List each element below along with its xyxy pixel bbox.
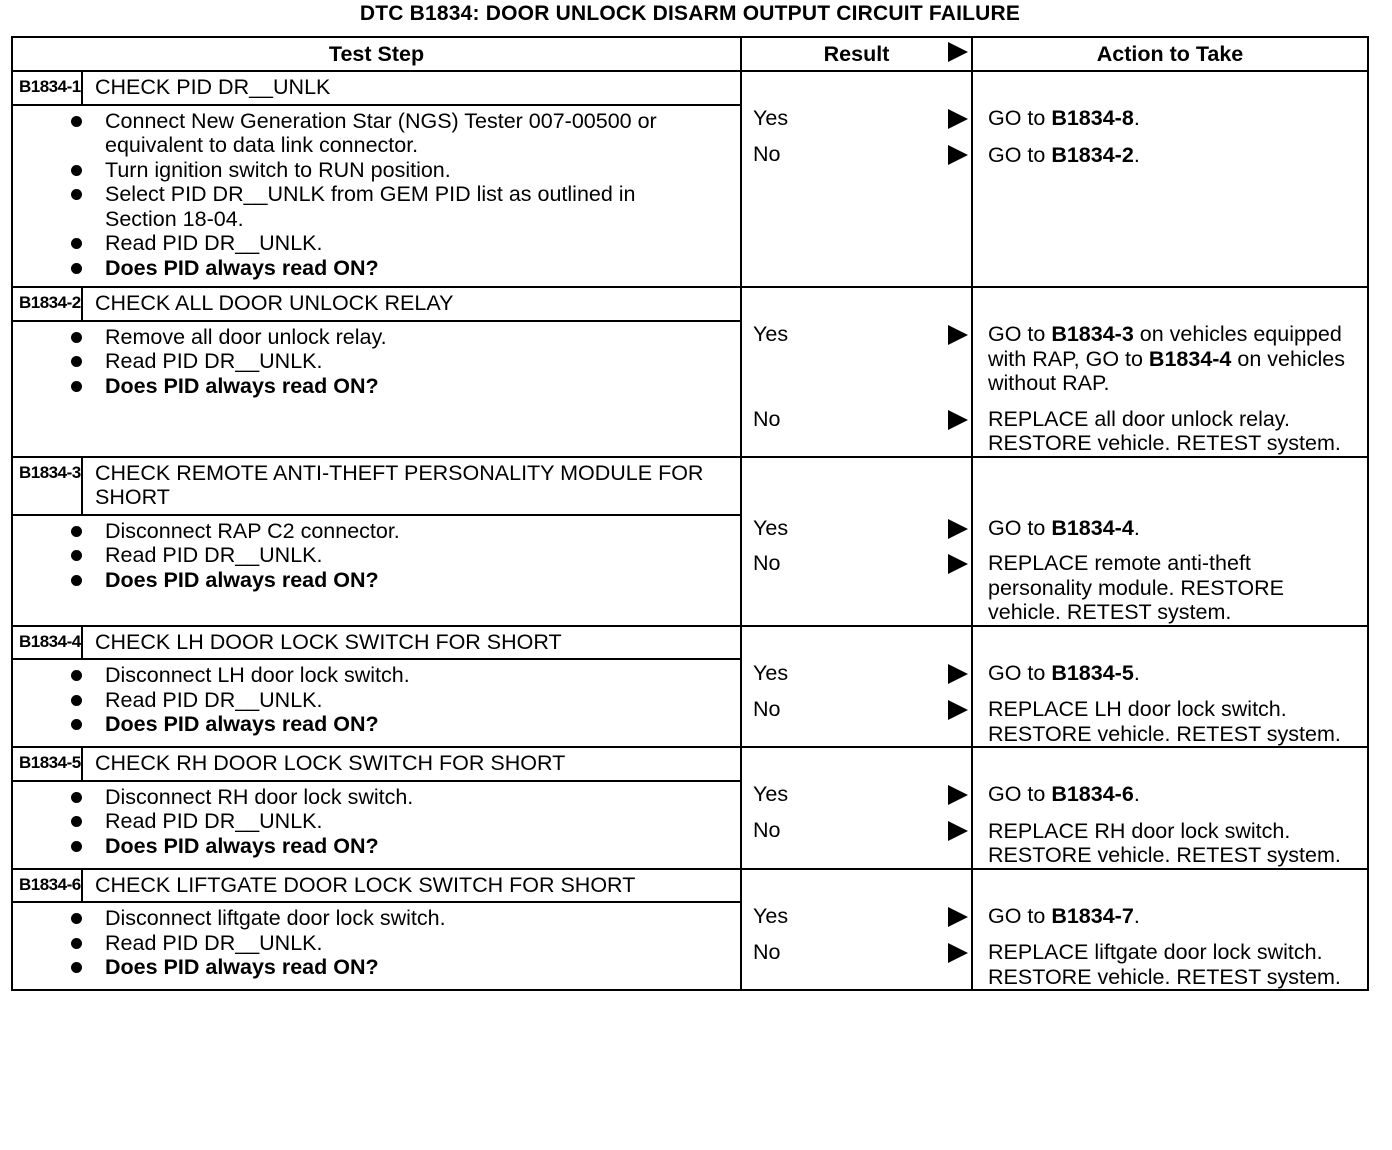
action-text: GO to	[988, 515, 1052, 540]
step-reference: B1834-6	[1051, 782, 1134, 806]
step-bullet: Remove all door unlock relay.	[105, 325, 710, 350]
result-cell	[741, 457, 972, 626]
result-label: No	[753, 142, 781, 166]
action-line	[988, 697, 1359, 746]
action-text: REPLACE liftgate door lock switch. RESTORE vehicle. RETEST system.	[988, 940, 1341, 989]
action-text: .	[1133, 515, 1140, 540]
step-bullet: Turn ignition switch to RUN position.	[105, 158, 710, 183]
action-text: .	[1133, 903, 1140, 928]
table-row	[12, 457, 1368, 626]
result-line	[742, 661, 971, 686]
action-line	[988, 407, 1359, 456]
step-title: CHECK ALL DOOR UNLOCK RELAY	[95, 291, 454, 315]
action-line	[988, 551, 1359, 625]
step-id: B1834-2	[13, 288, 83, 320]
test-step-cell	[12, 747, 741, 869]
action-text: REPLACE remote anti-theft personality module. RESTORE vehicle. RETEST system.	[988, 551, 1284, 624]
test-step-cell	[12, 626, 741, 748]
step-bullet: Read PID DR__UNLK.	[105, 231, 710, 256]
step-header	[13, 748, 740, 782]
result-line	[742, 782, 971, 807]
action-text: REPLACE all door unlock relay. RESTORE vehicle. RETEST system.	[988, 406, 1341, 455]
result-label: Yes	[753, 322, 789, 346]
result-label: No	[753, 939, 781, 964]
header-test-step: Test Step	[12, 37, 741, 71]
action-line	[988, 106, 1359, 131]
page-title: DTC B1834: DOOR UNLOCK DISARM OUTPUT CIRCUIT FAILURE	[359, 2, 1021, 25]
step-header	[13, 627, 740, 661]
step-reference: B1834-2	[1051, 142, 1134, 167]
result-cell	[741, 71, 972, 287]
action-text: GO to	[988, 782, 1052, 806]
action-text: GO to	[988, 106, 1052, 130]
step-bullets	[13, 322, 740, 405]
step-reference: B1834-5	[1051, 660, 1134, 685]
step-bullets	[13, 660, 740, 743]
action-text: GO to	[988, 903, 1052, 928]
result-label: Yes	[753, 106, 789, 130]
step-reference: B1834-3	[1051, 322, 1134, 346]
action-line	[988, 904, 1359, 929]
arrow-right-icon	[947, 663, 969, 685]
step-bullet: Disconnect liftgate door lock switch.	[105, 906, 710, 931]
action-text: on vehicles without RAP.	[988, 346, 1345, 395]
result-label: No	[753, 407, 781, 431]
result-label: No	[753, 550, 781, 575]
result-line	[742, 904, 971, 929]
step-reference: B1834-4	[1148, 346, 1232, 371]
action-cell	[972, 747, 1368, 869]
arrow-right-icon	[947, 409, 969, 431]
step-title: CHECK LH DOOR LOCK SWITCH FOR SHORT	[95, 629, 562, 654]
action-line	[988, 322, 1359, 396]
action-text: .	[1133, 660, 1140, 685]
table-row	[12, 626, 1368, 748]
action-line	[988, 819, 1359, 868]
step-bullet: Does PID always read ON?	[105, 256, 710, 281]
arrow-right-icon	[947, 699, 969, 721]
arrow-right-icon	[947, 553, 969, 575]
step-reference: B1834-8	[1051, 106, 1134, 130]
step-title: CHECK REMOTE ANTI-THEFT PERSONALITY MODULE FOR SHORT	[95, 460, 704, 509]
step-bullet: Read PID DR__UNLK.	[105, 349, 710, 374]
action-cell	[972, 626, 1368, 748]
result-line	[742, 142, 971, 167]
result-line	[742, 516, 971, 541]
action-line	[988, 516, 1359, 541]
result-label: Yes	[753, 782, 789, 806]
step-bullet: Select PID DR__UNLK from GEM PID list as outlined in Section 18-04.	[105, 182, 710, 231]
header-action: Action to Take	[972, 37, 1368, 71]
result-cell	[741, 869, 972, 991]
step-title: CHECK PID DR__UNLK	[95, 75, 331, 99]
result-cell	[741, 287, 972, 457]
result-label: No	[753, 696, 781, 721]
result-line	[742, 407, 971, 432]
table-header-row	[12, 37, 1368, 71]
result-line	[742, 818, 971, 843]
arrow-right-icon	[947, 324, 969, 346]
step-header	[13, 72, 740, 106]
arrow-right-icon	[947, 784, 969, 806]
result-line	[742, 322, 971, 347]
step-reference: B1834-7	[1051, 903, 1134, 928]
step-bullet: Read PID DR__UNLK.	[105, 931, 710, 956]
action-text: .	[1133, 142, 1140, 167]
step-id: B1834-6	[13, 870, 83, 902]
result-label: Yes	[753, 903, 789, 928]
action-text: .	[1133, 106, 1140, 130]
step-header	[13, 288, 740, 322]
step-bullets	[13, 516, 740, 599]
step-bullet: Does PID always read ON?	[105, 955, 710, 980]
step-id: B1834-3	[13, 458, 83, 514]
step-bullet: Does PID always read ON?	[105, 712, 710, 737]
action-cell	[972, 457, 1368, 626]
step-bullets	[13, 903, 740, 986]
table-row	[12, 71, 1368, 287]
step-bullet: Does PID always read ON?	[105, 834, 710, 859]
action-cell	[972, 869, 1368, 991]
step-bullets	[13, 106, 740, 287]
step-id: B1834-4	[13, 627, 83, 659]
result-label: Yes	[753, 660, 789, 685]
action-text: REPLACE LH door lock switch. RESTORE vehicle. RETEST system.	[988, 697, 1341, 746]
table-row	[12, 869, 1368, 991]
arrow-right-icon	[947, 144, 969, 166]
action-line	[988, 782, 1359, 807]
arrow-right-icon	[947, 906, 969, 928]
test-step-cell	[12, 869, 741, 991]
arrow-right-icon	[947, 942, 969, 964]
step-bullet: Disconnect RAP C2 connector.	[105, 519, 710, 544]
result-line	[742, 551, 971, 576]
action-text: GO to	[988, 142, 1052, 167]
step-title: CHECK RH DOOR LOCK SWITCH FOR SHORT	[95, 751, 566, 775]
header-result	[741, 37, 972, 71]
table-row	[12, 747, 1368, 869]
step-bullet: Read PID DR__UNLK.	[105, 543, 710, 568]
result-cell	[741, 747, 972, 869]
test-step-cell	[12, 457, 741, 626]
action-line	[988, 143, 1359, 168]
action-text: .	[1133, 782, 1140, 806]
step-id: B1834-5	[13, 748, 83, 780]
result-line	[742, 697, 971, 722]
result-line	[742, 940, 971, 965]
diagnostic-table	[11, 36, 1369, 991]
step-bullet: Disconnect LH door lock switch.	[105, 663, 710, 688]
arrow-right-icon	[947, 518, 969, 540]
header-result-label: Result	[823, 41, 890, 66]
step-bullet: Read PID DR__UNLK.	[105, 688, 710, 713]
step-bullet: Read PID DR__UNLK.	[105, 809, 710, 834]
step-header	[13, 458, 740, 516]
action-line	[988, 940, 1359, 989]
result-line	[742, 106, 971, 131]
result-cell	[741, 626, 972, 748]
step-bullet: Connect New Generation Star (NGS) Tester 007-00500 or equivalent to data link connector.	[105, 109, 710, 158]
step-bullet: Does PID always read ON?	[105, 374, 710, 399]
step-bullet: Disconnect RH door lock switch.	[105, 785, 710, 810]
step-reference: B1834-4	[1051, 515, 1134, 540]
step-bullets	[13, 782, 740, 865]
table-row	[12, 287, 1368, 457]
arrow-right-icon	[947, 108, 969, 130]
result-label: No	[753, 818, 781, 842]
action-cell	[972, 71, 1368, 287]
step-bullet: Does PID always read ON?	[105, 568, 710, 593]
action-text: on vehicles equipped with RAP, GO to	[988, 322, 1342, 371]
step-header	[13, 870, 740, 904]
test-step-cell	[12, 71, 741, 287]
result-label: Yes	[753, 515, 789, 540]
arrow-right-icon	[947, 41, 969, 63]
action-text: GO to	[988, 660, 1052, 685]
arrow-right-icon	[947, 820, 969, 842]
action-text: GO to	[988, 322, 1052, 346]
action-text: REPLACE RH door lock switch. RESTORE vehicle. RETEST system.	[988, 818, 1341, 867]
action-line	[988, 661, 1359, 686]
step-id: B1834-1	[13, 72, 83, 104]
step-title: CHECK LIFTGATE DOOR LOCK SWITCH FOR SHORT	[95, 872, 636, 897]
test-step-cell	[12, 287, 741, 457]
action-cell	[972, 287, 1368, 457]
